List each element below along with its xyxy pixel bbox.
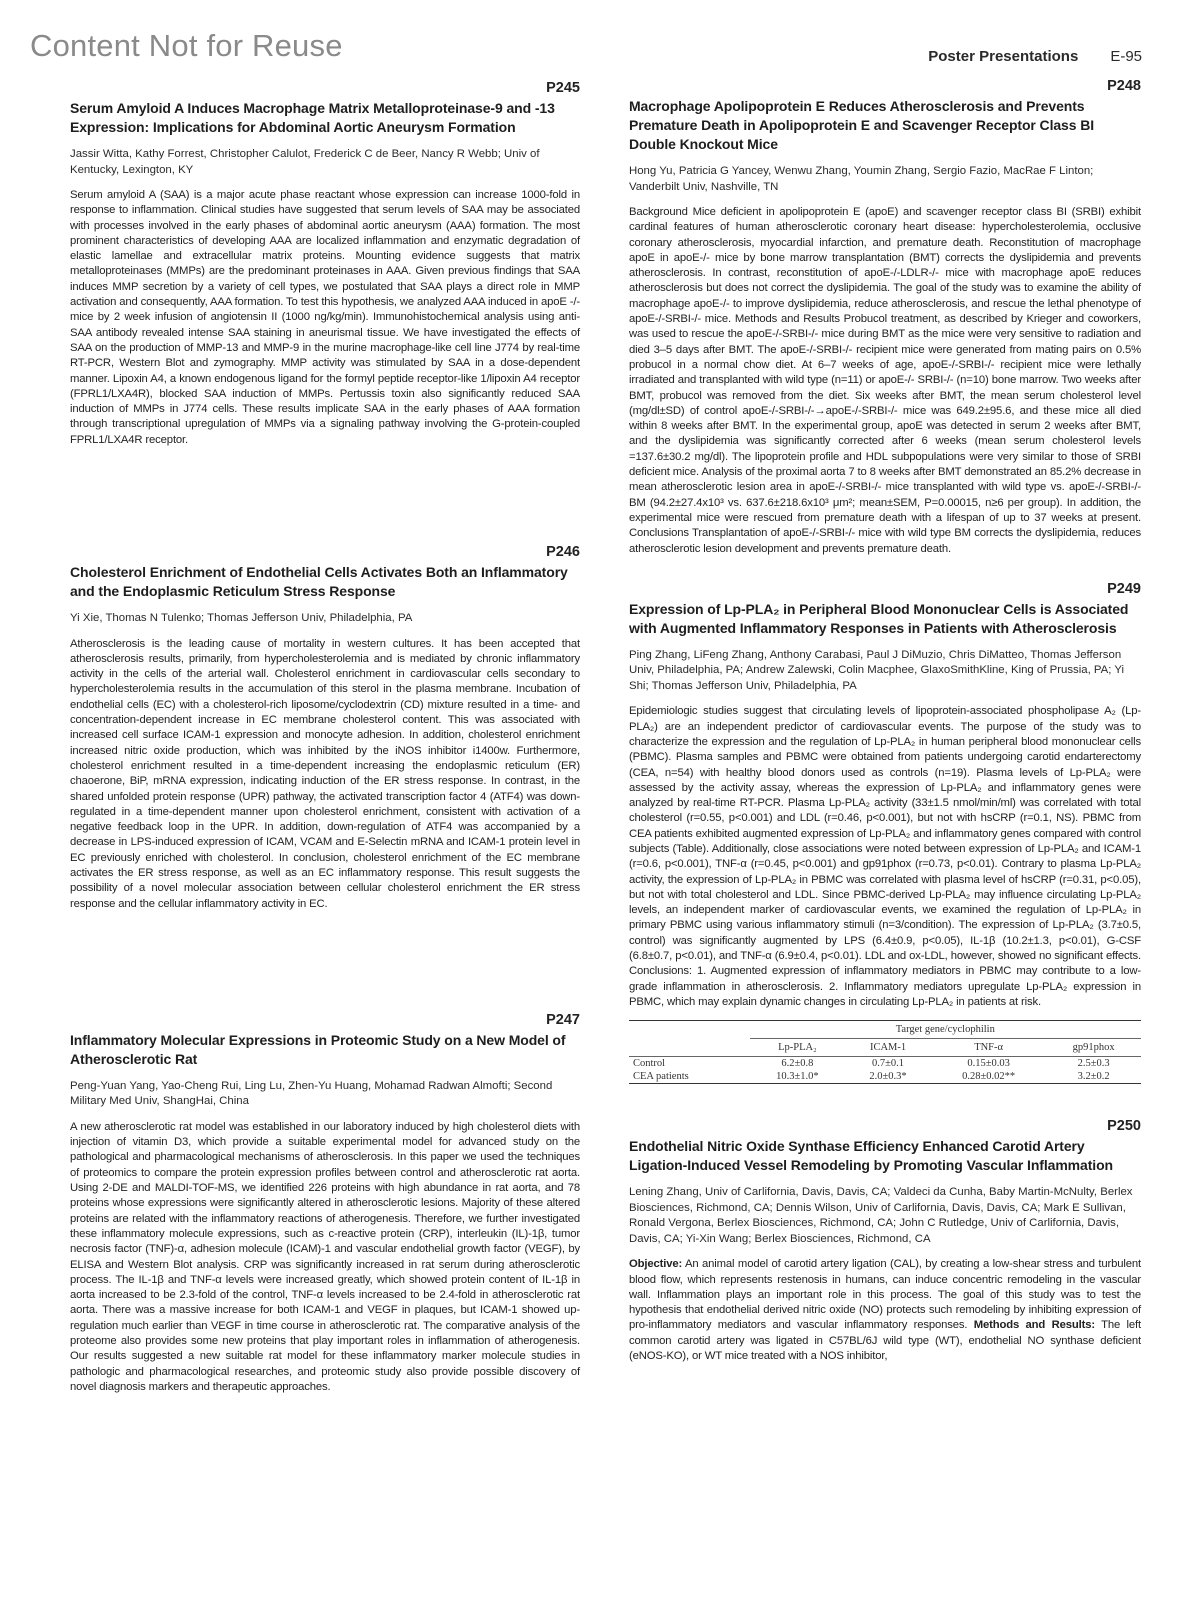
table-cell: 6.2±0.8 [781, 1058, 814, 1070]
abstract-number: P248 [1107, 78, 1141, 94]
abstract-p249 [629, 581, 1141, 1084]
abstract-p245 [70, 80, 580, 448]
table-column-header: TNF-α [931, 1039, 1046, 1057]
abstract-title: Cholesterol Enrichment of Endothelial Cells Activates Both an Inflammatory and the Endoplasmic Reticulum Stress Response [70, 564, 568, 600]
table-row [629, 1070, 1141, 1084]
abstract-number: P249 [1107, 580, 1141, 597]
abstract-authors: Jassir Witta, Kathy Forrest, Christopher Calulot, Frederick C de Beer, Nancy R Webb; Univ of Kentucky, Lexington, KY [70, 148, 540, 176]
table-row [629, 1057, 1141, 1071]
abstract-authors: Lening Zhang, Univ of Carlifornia, Davis, Davis, CA; Valdeci da Cunha, Baby Martin-McNulty, Berlex Biosciences, Richmond, CA; Dennis Wilson, Univ of Carlifornia, Davis, Davis, CA; Mark E Sullivan, Ronald Vergona, Berlex Biosciences, Richmond, CA; John C Rutledge, Univ of Carlifornia, Davis, Davis, CA; Yi-Xin Wang; Berlex Biosciences, Richmond, CA [629, 1186, 1133, 1245]
abstract-number: P250 [1107, 1118, 1141, 1135]
abstract-authors: Yi Xie, Thomas N Tulenko; Thomas Jefferson Univ, Philadelphia, PA [70, 612, 413, 625]
abstract-authors: Hong Yu, Patricia G Yancey, Wenwu Zhang, Youmin Zhang, Sergio Fazio, MacRae F Linton; Vanderbilt Univ, Nashville, TN [629, 165, 1094, 193]
table-group-header: Target gene/cyclophilin [750, 1021, 1141, 1039]
abstract-title: Expression of Lp-PLA₂ in Peripheral Blood Mononuclear Cells is Associated with Augmented Inflammatory Responses in Patients with Atherosclerosis [629, 600, 1129, 636]
abstract-body: Serum amyloid A (SAA) is a major acute phase reactant whose expression can increase 1000-fold in response to inflammation. Clinical studies have suggested that serum levels of SAA may be associated with processes involved in the early phases of abdominal aortic aneurysm (AAA) formation. The most prominent characteristics of developing AAA are localized inflammation and enzymatic degradation of elastic lamellae and extracellular matrix proteins. Mounting evidence suggests that matrix metalloproteinases (MMPs) are the predominant proteinases in AAA. Given previous findings that SAA induces MMP secretion by a variety of cell types, we postulated that SAA plays a direct role in MMP activation and consequently, AAA formation. To test this hypothesis, we analyzed AAA induced in apoE -/- mice by 2 week infusion of angiotensin II (1000 ng/kg/min). Immunohistochemical analysis using anti-SAA antibody revealed intense SAA staining in aneurismal tissue. We have investigated the effects of SAA on the production of MMP-13 and MMP-9 in the murine macrophage-like cell line J774 by real-time RT-PCR, Western Blot and zymography. MMP activity was stimulated by SAA in a dose-dependent manner. Lipoxin A4, a known endogenous ligand for the formyl peptide receptor-like 1/lipoxin A4 receptor (FPRL1/LXA4R), blocked SAA induction of MMPs. Pertussis toxin also significantly reduced SAA induction of MMPs in J774 cells. These results implicate SAA in the early phases of AAA formation through transcriptional upregulation of MMPs via a signaling pathway involving the G-protein-coupled FPRL1/LXA4R receptor. [70, 189, 580, 446]
table-column-header: ICAM-1 [845, 1039, 931, 1057]
table-cell: 10.3±1.0* [750, 1070, 846, 1084]
abstract-authors: Peng-Yuan Yang, Yao-Cheng Rui, Ling Lu, Zhen-Yu Huang, Mohamad Radwan Almofti; Second Military Med Univ, ShangHai, China [70, 1079, 553, 1108]
table-cell: 0.15±0.03 [967, 1058, 1010, 1070]
abstract-title: Macrophage Apolipoprotein E Reduces Atherosclerosis and Prevents Premature Death in Apolipoprotein E and Scavenger Receptor Class BI Double Knockout Mice [629, 98, 1095, 152]
table-cell: 0.28±0.02** [931, 1070, 1046, 1084]
table-cell: 0.7±0.1 [872, 1058, 905, 1070]
abstract-authors: Ping Zhang, LiFeng Zhang, Anthony Carabasi, Paul J DiMuzio, Chris DiMatteo, Thomas Jefferson Univ, Philadelphia, PA; Andrew Zalewski, Colin Macphee, GlaxoSmithKline, King of Prussia, PA; Yi Shi; Thomas Jefferson Univ, Philadelphia, PA [629, 648, 1125, 692]
abstract-p248 [629, 78, 1141, 557]
objective-text: An animal model of carotid artery ligation (CAL), by creating a low-shear stress and turbulent blood flow, which represents restenosis in humans, can induce concentric remodeling in the vascular wall. Inflammation plays an important role in this process. The goal of this study was to test the hypothesis that endothelial derived nitric oxide (NO) protects such remodeling by inhibiting expression of pro-inflammatory mediators and vascular inflammatory responses. [629, 1258, 1141, 1332]
table-corner-sub [629, 1039, 750, 1057]
right-column [629, 78, 1141, 1364]
abstract-body: Atherosclerosis is the leading cause of mortality in western cultures. It has been accepted that atherosclerosis results, primarily, from hypercholesterolemia and is mediated by chronic inflammatory activity in the cells of the arterial wall. Cholesterol enrichment in cardiovascular cells secondary to hypercholesterolemia results in the accumulation of this sterol in the plasma membrane. Incubation of endothelial cells (EC) with a cholesterol-rich liposome/cyclodextrin (CD) mixture resulted in a time- and concentration-dependent increase in EC membrane cholesterol content. This was associated with increased cell surface ICAM-1 expression and monocyte adhesion. In addition, cholesterol enrichment increased nitric oxide production, which was inhibited by the iNOS inhibitor i1400w. Furthermore, cholesterol enrichment resulted in a time-dependent increasing the endoplasmic reticulum (ER) chaoerone, BiP, mRNA expression, indicating induction of the ER stress response. In contrast, in the shared unfolded protein response (UPR) pathway, the activated transcription factor 4 (ATF4) was down-regulated in a time-dependent manner upon cholesterol enrichment, consistent with activation of a negative feedback loop in the UPR. In addition, down-regulation of ATF4 was accompanied by a decrease in LPS-induced expression of ICAM, VCAM and E-Selectin mRNA and ICAM-1 protein level in EC previously enriched with cholesterol. In conclusion, cholesterol enrichment of the EC membrane activates the ER stress response, as well as an EC inflammatory response. This result suggests the possibility of a novel molecular association between cellular cholesterol enrichment the ER stress response and the cellular inflammatory activity in EC. [70, 637, 580, 910]
abstract-title: Endothelial Nitric Oxide Synthase Efficiency Enhanced Carotid Artery Ligation-Induced Vessel Remodeling by Promoting Vascular Inflammation [629, 1138, 1113, 1174]
left-column [70, 78, 580, 1395]
table-cell: 2.0±0.3* [845, 1070, 931, 1084]
abstract-title: Inflammatory Molecular Expressions in Proteomic Study on a New Model of Atherosclerotic Rat [70, 1031, 566, 1067]
table-cell: 2.5±0.3 [1077, 1058, 1110, 1070]
table-column-header: gp91phox [1046, 1039, 1141, 1057]
objective-label: Objective: [629, 1258, 683, 1271]
results-table [629, 1020, 1141, 1084]
methods-label: Methods and Results: [973, 1319, 1095, 1332]
abstract-p250 [629, 1118, 1141, 1364]
abstract-body [629, 1257, 1141, 1364]
table-row-label: CEA patients [629, 1070, 750, 1084]
abstract-body: Epidemiologic studies suggest that circulating levels of lipoprotein-associated phospholipase A₂ (Lp-PLA₂) are an independent predictor of cardiovascular events. The purpose of the study was to characterize the expression and the regulation of Lp-PLA₂ in human peripheral blood mononuclear cells (PBMC). Plasma samples and PBMC were obtained from patients undergoing carotid endarterectomy (CEA, n=54) with healthy blood donors used as controls (n=19). Plasma levels of Lp-PLA₂ were assessed by the activity assay, whereas the expression of Lp-PLA₂ and inflammatory genes were analyzed by real-time RT-PCR. Plasma Lp-PLA₂ activity (33±1.5 nmol/min/ml) was correlated with total cholesterol (r=0.55, p<0.001) and LDL (r=0.46, p<0.001), but not with hsCRP (r=0.1, NS). PBMC from CEA patients exhibited augmented expression of Lp-PLA₂ and inflammatory genes compared with control subjects (Table). Additionally, close associations were noted between expression of Lp-PLA₂ and ICAM-1 (r=0.6, p<0.001), TNF-α (r=0.45, p<0.001) and gp91phox (r=0.73, p<0.01). Contrary to plasma Lp-PLA₂ activity, the expression of Lp-PLA₂ in PBMC was correlated with plasma level of hsCRP (r=0.31, p<0.05), but not with total cholesterol and LDL. Since PBMC-derived Lp-PLA₂ may influence circulating Lp-PLA₂ levels, an independent marker of cardiovascular events, we examined the regulation of Lp-PLA₂ in primary PBMC using various inflammatory stimuli (n=3/condition). The expression of Lp-PLA₂ (3.7±0.5, control) was significantly augmented by LPS (6.4±0.9, p<0.05), IL-1β (10.2±1.3, p<0.01), G-CSF (6.8±0.7, p<0.01), and TNF-α (6.9±0.4, p<0.01). LDL and ox-LDL, however, showed no significant effects. Conclusions: 1. Augmented expression of inflammatory mediators in PBMC may contribute to a low-grade inflammation in atherosclerosis. 2. Inflammatory mediators upregulate Lp-PLA₂ expression in PBMC, which may explain dynamic changes in circulating Lp-PLA₂ in patients at risk. [629, 705, 1141, 1008]
table-corner [629, 1021, 750, 1039]
watermark: Content Not for Reuse [30, 28, 343, 63]
page-number: E-95 [1110, 48, 1142, 65]
page-header [928, 48, 1142, 65]
abstract-p246 [70, 544, 580, 912]
abstract-body: A new atherosclerotic rat model was established in our laboratory induced by high cholesterol diets with injection of vitamin D3, which provide a suitable experimental model for advanced study on the pathological and pharmacological mechanisms of atherosclerosis. In this paper we used the techniques of proteomics to compare the protein expression profiles between control and atherosclerotic rat aorta. Using 2-DE and MALDI-TOF-MS, we identified 226 proteins with high abundance in rat aorta, and 78 proteins whose expressions were significantly altered in atherosclerotic lesions. Majority of these altered proteins are related with the inflammatory reactions of atherogenesis. Therefore, we further investigated these inflammatory molecule expressions, such as c-reactive protein (CRP), interleukin (IL)-1β, tumor necrosis factor (TNF)-α, adhesion molecule (ICAM)-1 and vascular endothelial growth factor (VEGF), by ELISA and Western Blot analysis. CRP was significantly increased in rat serum during atherosclerotic process. The IL-1β and TNF-α levels were increased greatly, which showed protein content of IL-1β in aorta increased to be 2.3-fold of the control, TNF-α levels increased to be 2.4-fold in atherosclerotic rat aorta. There was a massive increase for both ICAM-1 and VEGF in plaques, but ICAM-1 showed up-regulation much earlier than VEGF in time course in atherosclerotic rat. The comparative analysis of the proteome also provides some new proteins that play important roles in inflammation of atherogenesis. Our results suggested a new suitable rat model for these inflammatory marker molecule studies in pathologic and pharmacological researches, and proteomic study also provide possible discovery of novel diagnosis markers and therapeutic approaches. [70, 1120, 580, 1393]
table-row-label: Control [633, 1058, 666, 1070]
table-column-header: Lp-PLA₂ [750, 1039, 846, 1057]
abstract-number: P247 [546, 1011, 580, 1028]
abstract-p247 [70, 1012, 580, 1395]
abstract-number: P246 [546, 544, 580, 561]
abstract-title: Serum Amyloid A Induces Macrophage Matrix Metalloproteinase-9 and -13 Expression: Implications for Abdominal Aortic Aneurysm Formation [70, 100, 555, 135]
abstract-body: Background Mice deficient in apolipoprotein E (apoE) and scavenger receptor class BI (SRBI) exhibit cardinal features of human atherosclerotic coronary heart disease: hypercholesterolemia, occlusive coronary atherosclerosis, myocardial infarction, and premature death. Reconstitution of macrophage apoE in apoE-/- mice by bone marrow transplantation (BMT) corrects the dyslipidemia and prevents atherosclerosis. In contrast, reconstitution of apoE-/-LDLR-/- mice with macrophage apoE reduces atherosclerosis but does not correct the dyslipidemia. The goal of the study was to examine the ability of macrophage apoE-/- to improve dyslipidemia, reduce atherosclerosis, and rescue the lethal phenotype of apoE-/-SRBI-/- mice. Methods and Results Probucol treatment, as described by Krieger and coworkers, was used to rescue the apoE-/-SRBI-/- mice during BMT as the mice were very sensitive to radiation and died 3–5 days after BMT. The apoE-/-SRBI-/- recipient mice were generated from mating pairs on 0.5% probucol in a normal chow diet. At 6–7 weeks of age, apoE-/-SRBI-/- recipient mice were lethally irradiated and transplanted with wild type (n=11) or apoE-/- SRBI-/- (n=10) bone marrow. Two weeks after BMT, probucol was removed from the diet. Six weeks after BMT, the mean serum cholesterol level (mg/dl±SD) of control apoE-/-SRBI-/-→apoE-/-SRBI-/- mice was 649.2±95.6, and these mice all died within 8 weeks after BMT. In the experimental group, apoE was detected in serum 2 weeks after BMT, and the dyslipidemia was significantly corrected after 6 weeks (mean serum cholesterol levels =137.6±30.2 mg/dl). The lipoprotein profile and HDL subpopulations were very similar to those of SRBI deficient mice. Analysis of the proximal aorta 7 to 8 weeks after BMT demonstrated an 85.2% decrease in mean atherosclerotic lesion area in apoE-/-SRBI-/- mice transplanted with wild type vs. apoE-/-SRBI-/- BM (94.2±27.4x10³ vs. 637.6±218.6x10³ μm²; mean±SEM, P=0.00015, n≥6 per group). In addition, the experimental mice were rescued from premature death with a lifespan of up to 37 weeks at present. Conclusions Transplantation of apoE-/-SRBI-/- mice with wild type BM corrects the dyslipidemia, reduces atherosclerotic lesion development and prevents premature death. [629, 206, 1141, 555]
abstract-number: P245 [546, 80, 580, 96]
section-title: Poster Presentations [928, 48, 1079, 65]
methods-text: The left common carotid artery was ligated in C57BL/6J wild type (WT), endothelial NO synthase deficient (eNOS-KO), or WT mice treated with a NOS inhibitor, [629, 1319, 1141, 1363]
table-cell: 3.2±0.2 [1046, 1070, 1141, 1084]
